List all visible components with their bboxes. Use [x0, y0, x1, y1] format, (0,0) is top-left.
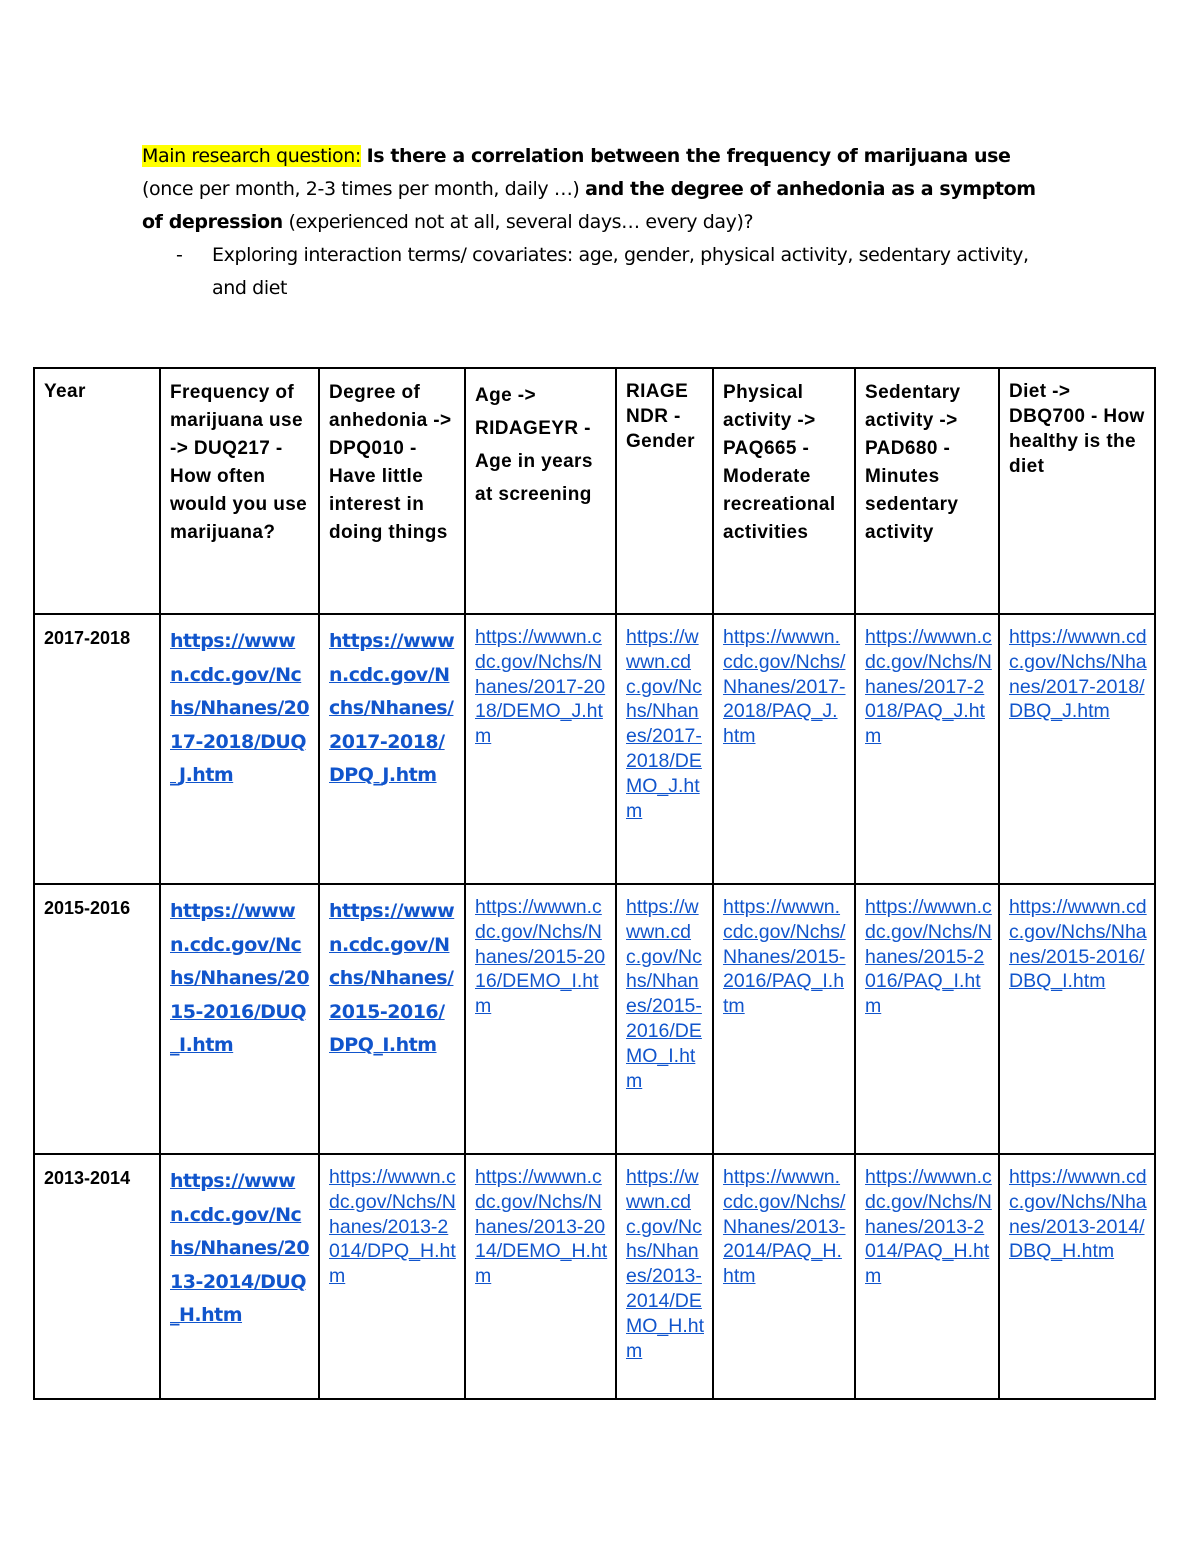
header-cell-age	[465, 368, 616, 614]
header-age: Age -> RIDAGEYR - Age in years at screening	[475, 385, 593, 505]
pad-cell	[855, 1154, 999, 1399]
header-sedentary-activity: Sedentary activity -> PAD680 - Minutes sedentary activity	[865, 382, 961, 543]
demo-age-link[interactable]: https://wwwn.cdc.gov/Nchs/Nhanes/2015-2016/DEMO_I.htm	[475, 896, 606, 1018]
pad-link[interactable]: https://wwwn.cdc.gov/Nchs/Nhanes/2017-2018/PAQ_J.htm	[865, 626, 992, 748]
table-row	[34, 614, 1155, 884]
duq-cell	[160, 1154, 319, 1399]
year-cell	[34, 1154, 160, 1399]
pad-link[interactable]: https://wwwn.cdc.gov/Nchs/Nhanes/2015-2016/PAQ_I.htm	[865, 896, 992, 1018]
covariates-bullet	[176, 239, 1062, 305]
pad-cell	[855, 614, 999, 884]
demo-gender-link[interactable]: https://wwwn.cdc.gov/Nchs/Nhanes/2015-2016/DEMO_I.htm	[626, 896, 702, 1092]
demo-age-cell	[465, 884, 616, 1154]
year-label: 2013-2014	[44, 1168, 131, 1188]
table-row	[34, 884, 1155, 1154]
header-gender: RIAGE NDR - Gender	[626, 381, 695, 452]
paq-cell	[713, 1154, 855, 1399]
research-question	[142, 140, 1062, 239]
research-question-label: Main research question:	[142, 145, 361, 167]
demo-age-cell	[465, 1154, 616, 1399]
paq-cell	[713, 884, 855, 1154]
table-header-row	[34, 368, 1155, 614]
year-cell	[34, 614, 160, 884]
demo-gender-cell	[616, 884, 713, 1154]
dpq-cell	[319, 614, 465, 884]
header-cell-diet	[999, 368, 1155, 614]
demo-age-link[interactable]: https://wwwn.cdc.gov/Nchs/Nhanes/2013-2014/DEMO_H.htm	[475, 1166, 608, 1288]
dbq-link[interactable]: https://wwwn.cdc.gov/Nchs/Nhanes/2013-2014/DBQ_H.htm	[1009, 1166, 1147, 1263]
research-question-bold-part-2: and the degree of anhedonia as a symptom of depression	[142, 178, 1036, 233]
header-cell-physical	[713, 368, 855, 614]
demo-age-cell	[465, 614, 616, 884]
table-row	[34, 1154, 1155, 1399]
pad-link[interactable]: https://wwwn.cdc.gov/Nchs/Nhanes/2013-2014/PAQ_H.htm	[865, 1166, 992, 1288]
year-label: 2017-2018	[44, 628, 131, 648]
paq-link[interactable]: https://wwwn.cdc.gov/Nchs/Nhanes/2015-2016/PAQ_I.htm	[723, 896, 846, 1018]
dbq-cell	[999, 614, 1155, 884]
header-physical-activity: Physical activity -> PAQ665 - Moderate recreational activities	[723, 382, 836, 543]
demo-gender-link[interactable]: https://wwwn.cdc.gov/Nchs/Nhanes/2013-2014/DEMO_H.htm	[626, 1166, 705, 1362]
duq-cell	[160, 614, 319, 884]
covariates-text: Exploring interaction terms/ covariates: age, gender, physical activity, sedentary activity, and diet	[212, 244, 1029, 299]
year-cell	[34, 884, 160, 1154]
header-year: Year	[44, 381, 86, 402]
duq-link[interactable]: https://wwwn.cdc.gov/Nchs/Nhanes/2017-2018/DUQ_J.htm	[170, 630, 310, 786]
header-diet: Diet -> DBQ700 - How healthy is the diet	[1009, 381, 1145, 477]
duq-link[interactable]: https://wwwn.cdc.gov/Nchs/Nhanes/2015-2016/DUQ_I.htm	[170, 900, 310, 1056]
data-sources-table	[33, 367, 1156, 1400]
dpq-cell	[319, 1154, 465, 1399]
demo-gender-cell	[616, 1154, 713, 1399]
demo-age-link[interactable]: https://wwwn.cdc.gov/Nchs/Nhanes/2017-2018/DEMO_J.htm	[475, 626, 606, 748]
dbq-cell	[999, 884, 1155, 1154]
bullet-dash: -	[176, 244, 183, 266]
header-cell-sedentary	[855, 368, 999, 614]
research-question-bold-part-1: Is there a correlation between the frequency of marijuana use	[366, 145, 1011, 167]
dbq-link[interactable]: https://wwwn.cdc.gov/Nchs/Nhanes/2017-2018/DBQ_J.htm	[1009, 626, 1147, 723]
paq-link[interactable]: https://wwwn.cdc.gov/Nchs/Nhanes/2017-2018/PAQ_J.htm	[723, 626, 846, 748]
header-cell-gender	[616, 368, 713, 614]
paq-link[interactable]: https://wwwn.cdc.gov/Nchs/Nhanes/2013-2014/PAQ_H.htm	[723, 1166, 846, 1288]
header-cell-marijuana	[160, 368, 319, 614]
dpq-link[interactable]: https://wwwn.cdc.gov/Nchs/Nhanes/2013-2014/DPQ_H.htm	[329, 1166, 456, 1288]
dpq-link[interactable]: https://wwwn.cdc.gov/Nchs/Nhanes/2017-2018/DPQ_J.htm	[329, 630, 455, 786]
header-marijuana-frequency: Frequency of marijuana use -> DUQ217 - How often would you use marijuana?	[170, 382, 308, 543]
research-question-block	[142, 140, 1062, 305]
dbq-cell	[999, 1154, 1155, 1399]
header-anhedonia-degree: Degree of anhedonia -> DPQ010 - Have little interest in doing things	[329, 382, 452, 543]
research-question-plain-part-2: (experienced not at all, several days… every day)?	[288, 211, 754, 233]
year-label: 2015-2016	[44, 898, 131, 918]
duq-link[interactable]: https://wwwn.cdc.gov/Nchs/Nhanes/2013-2014/DUQ_H.htm	[170, 1170, 310, 1326]
header-cell-anhedonia	[319, 368, 465, 614]
dpq-link[interactable]: https://wwwn.cdc.gov/Nchs/Nhanes/2015-2016/DPQ_I.htm	[329, 900, 455, 1056]
pad-cell	[855, 884, 999, 1154]
research-question-plain-part-1: (once per month, 2-3 times per month, daily …)	[142, 178, 580, 200]
dbq-link[interactable]: https://wwwn.cdc.gov/Nchs/Nhanes/2015-2016/DBQ_I.htm	[1009, 896, 1147, 993]
demo-gender-link[interactable]: https://wwwn.cdc.gov/Nchs/Nhanes/2017-2018/DEMO_J.htm	[626, 626, 702, 822]
paq-cell	[713, 614, 855, 884]
demo-gender-cell	[616, 614, 713, 884]
header-cell-year	[34, 368, 160, 614]
dpq-cell	[319, 884, 465, 1154]
duq-cell	[160, 884, 319, 1154]
